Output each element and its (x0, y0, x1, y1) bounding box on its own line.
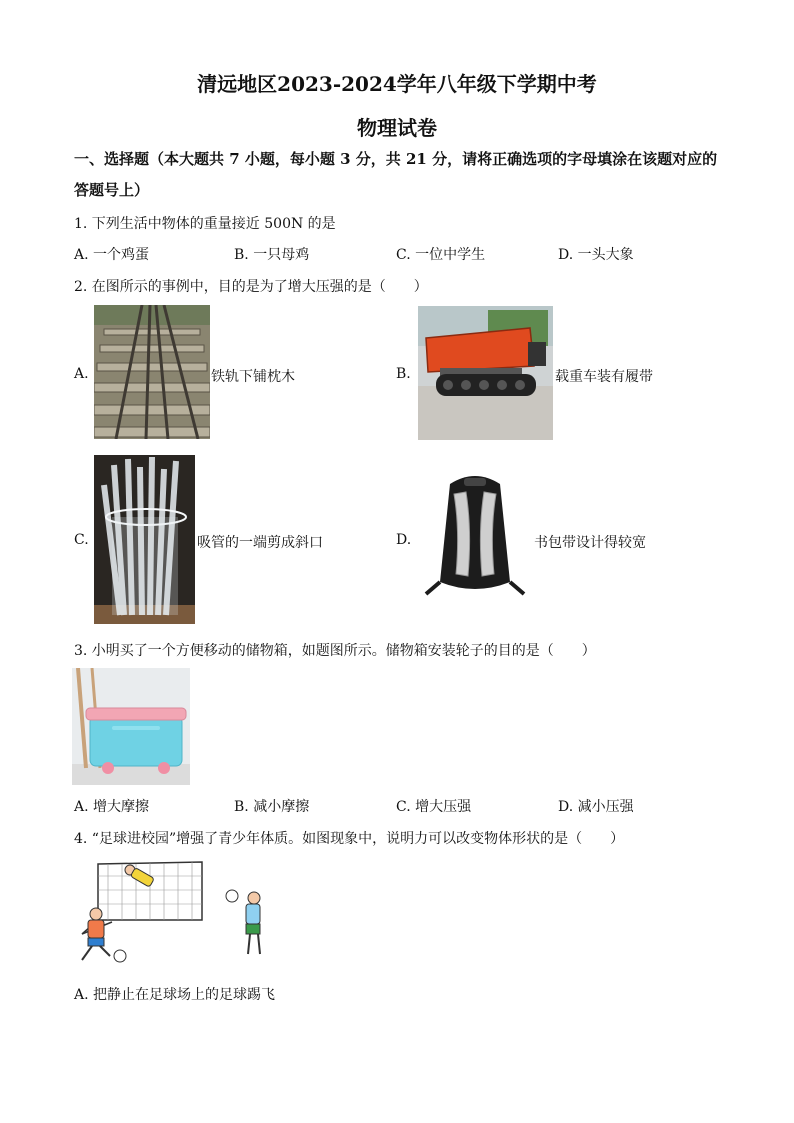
question-2-option-a-letter: A. (74, 366, 89, 382)
storage-box-photo (72, 668, 190, 785)
football-illustration (72, 858, 272, 968)
question-3-option-b: B. 减小摩擦 (234, 799, 310, 815)
question-4-stem: 4. “足球进校园”增强了青少年体质。如图现象中，说明力可以改变物体形状的是（ ） (74, 831, 625, 847)
question-3-option-d: D. 减小压强 (558, 799, 634, 815)
question-4-option-a: A. 把静止在足球场上的足球踢飞 (74, 987, 276, 1003)
exam-subtitle: 物理试卷 (357, 116, 437, 140)
exam-title: 清远地区2023-2024学年八年级下学期中考 (197, 72, 597, 96)
question-1-option-a: A. 一个鸡蛋 (74, 247, 150, 263)
section-heading: 一、选择题（本大题共 7 小题，每小题 3 分，共 21 分，请将正确选项的字母填涂在该题对应的答题号上） (74, 150, 718, 199)
question-2-option-b-caption: 载重车装有履带 (555, 369, 653, 385)
question-2-option-d-letter: D. (396, 532, 412, 548)
question-3-stem: 3. 小明买了一个方便移动的储物箱，如题图所示。储物箱安装轮子的目的是（ ） (74, 643, 596, 659)
question-1-stem: 1. 下列生活中物体的重量接近 500N 的是 (74, 216, 336, 232)
straws-photo (94, 455, 195, 624)
railway-track-photo (94, 305, 210, 439)
question-2-option-c-letter: C. (74, 532, 89, 548)
tracked-truck-photo (418, 306, 553, 440)
question-1-option-b: B. 一只母鸡 (234, 247, 310, 263)
question-3-option-a: A. 增大摩擦 (74, 799, 150, 815)
question-2-option-d-caption: 书包带设计得较宽 (534, 535, 646, 551)
question-3-option-c: C. 增大压强 (396, 799, 472, 815)
backpack-photo (420, 470, 530, 602)
question-1-option-d: D. 一头大象 (558, 247, 634, 263)
question-2-option-b-letter: B. (396, 366, 411, 382)
question-2-option-a-caption: 铁轨下铺枕木 (211, 369, 295, 385)
question-2-option-c-caption: 吸管的一端剪成斜口 (197, 535, 323, 551)
question-1-option-c: C. 一位中学生 (396, 247, 486, 263)
question-2-stem: 2. 在图所示的事例中，目的是为了增大压强的是（ ） (74, 279, 428, 295)
